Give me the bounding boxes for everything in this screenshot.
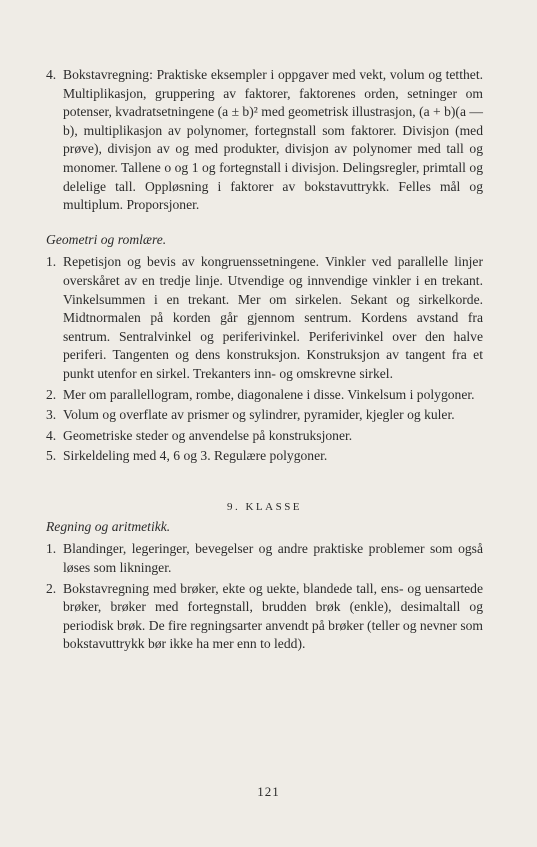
item-number: 1. <box>46 254 57 270</box>
item-number: 1. <box>46 541 57 557</box>
item-text: Bokstavregning: Praktiske eksempler i oppgaver med vekt, volum og tetthet. Multiplikasjon, gruppering av faktorer, faktorenes orden, setninger om potenser, kvadratsetningene (a ± b)² med geometrisk illustrasjon, (a + b)(a — b), multiplikasjon av polynomer, fortegnstall som faktorer. Divisjon (med prøve), divisjon av og med produkter, divisjon av polynomer med tall og monomer. Tallene o og 1 og fortegnstall i divisjon. Delingsregler, primtall og delelige tall. Oppløsning i faktorer av bokstavuttrykk. Felles mål og multiplum. Proporsjoner. <box>63 67 483 213</box>
item-number: 4. <box>46 67 57 82</box>
list-item <box>46 406 483 425</box>
item-text: Geometriske steder og anvendelse på konstruksjoner. <box>63 427 353 443</box>
page-content <box>46 66 483 654</box>
list-item <box>46 66 483 215</box>
item-text: Mer om parallellogram, rombe, diagonalene i disse. Vinkelsum i polygoner. <box>63 386 475 402</box>
list-item <box>46 427 483 446</box>
list-item <box>46 447 483 466</box>
class-heading: 9. KLASSE <box>226 500 303 513</box>
list-item <box>46 386 483 405</box>
section-heading: Regning og aritmetikk. <box>46 518 171 534</box>
item-text: Sirkeldeling med 4, 6 og 3. Regulære polygoner. <box>63 448 328 464</box>
item-text: Bokstavregning med brøker, ekte og uekte, blandede tall, ens- og uensartede brøker, brøker med fortegnstall, brudden brøk (enkle), desimaltall og periodisk brøk. De fire regningsarter anvendt på brøker (teller og nevner som bokstavuttrykk bør ikke ha mer enn to ledd). <box>63 580 483 652</box>
list-item <box>46 253 483 383</box>
item-number: 3. <box>46 407 57 423</box>
page-number: 121 <box>257 784 280 799</box>
list-item <box>46 580 483 654</box>
list-item <box>46 540 483 577</box>
item-number: 2. <box>46 580 57 596</box>
item-number: 2. <box>46 386 57 402</box>
item-number: 5. <box>46 448 57 464</box>
section-heading: Geometri og romlære. <box>46 231 167 247</box>
item-text: Blandinger, legeringer, bevegelser og andre praktiske problemer som også løses som likninger. <box>63 541 483 576</box>
item-text: Volum og overflate av prismer og sylindrer, pyramider, kjegler og kuler. <box>63 407 455 423</box>
item-number: 4. <box>46 427 57 443</box>
item-text: Repetisjon og bevis av kongruenssetningene. Vinkler ved parallelle linjer overskåret av en tredje linje. Utvendige og innvendige vinkler i en trekant. Vinkelsummen i en trekant. Mer om sirkelen. Sekant og sirkelkorde. Midtnormalen på korden går gjennom sentrum. Kordens avstand fra sentrum. Sentralvinkel og periferivinkel. Periferivinkel over den halve periferi. Tangenten og dens konstruksjon. Konstruksjon av tangent fra et punkt utenfor en sirkel. Trekanters inn- og omskrevne sirkel. <box>63 254 483 381</box>
